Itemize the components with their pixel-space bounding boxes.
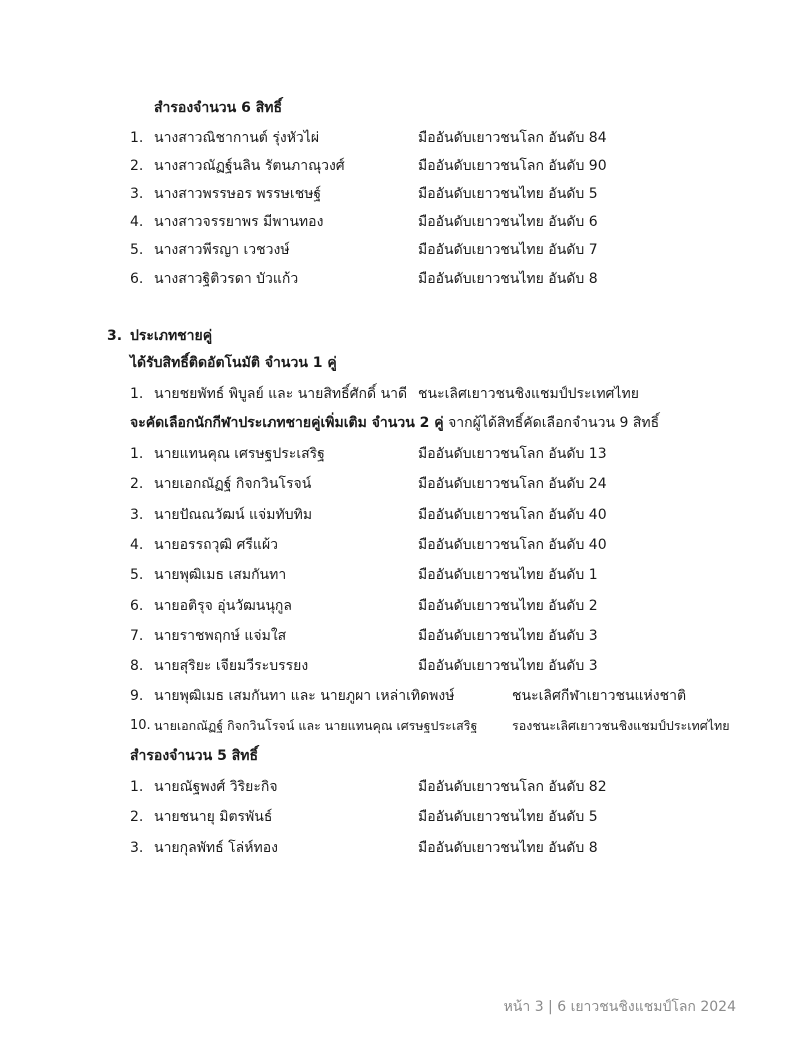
- page-footer: หน้า 3 | 6 เยาวชนชิงแชมป์โลก 2024: [503, 999, 736, 1015]
- player-rank: มืออันดับเยาวชนไทย อันดับ 3: [418, 628, 598, 644]
- item-number: 2.: [130, 809, 144, 825]
- player-rank: มืออันดับเยาวชนไทย อันดับ 7: [418, 242, 598, 258]
- selection-heading: [130, 414, 659, 432]
- player-rank: มืออันดับเยาวชนไทย อันดับ 5: [418, 809, 598, 825]
- player-rank: มืออันดับเยาวชนโลก อันดับ 90: [418, 158, 607, 174]
- item-number: 2.: [130, 158, 144, 174]
- player-name: นางสาวพรรษอร พรรษเชษฐ์: [154, 186, 322, 202]
- player-name: นายสุริยะ เจียมวีระบรรยง: [154, 658, 309, 674]
- player-name: นายพุฒิเมธ เสมกันทา และ นายภูผา เหล่าเทิดพงษ์: [154, 688, 455, 704]
- player-rank: มืออันดับเยาวชนไทย อันดับ 5: [418, 186, 598, 202]
- item-number: 8.: [130, 658, 144, 674]
- player-name: นางสาวณัฏฐ์นลิน รัตนภาณุวงศ์: [154, 158, 345, 174]
- selection-heading-note: จากผู้ได้สิทธิ์คัดเลือกจำนวน 9 สิทธิ์: [443, 415, 660, 431]
- reserve-men-heading: สำรองจำนวน 5 สิทธิ์: [130, 748, 259, 764]
- item-number: 2.: [130, 476, 144, 492]
- selection-heading-bold: จะคัดเลือกนักกีฬาประเภทชายคู่เพิ่มเติม จำนวน 2 คู่: [130, 415, 444, 431]
- item-number: 6.: [130, 598, 144, 614]
- player-rank: มืออันดับเยาวชนโลก อันดับ 24: [418, 476, 607, 492]
- player-rank: มืออันดับเยาวชนโลก อันดับ 13: [418, 446, 607, 462]
- player-name: นายพุฒิเมธ เสมกันทา: [154, 567, 287, 583]
- player-name: นายอติรุจ อุ่นวัฒนนุกูล: [154, 598, 292, 614]
- item-number: 7.: [130, 628, 144, 644]
- player-name: นายชนายุ มิตรพันธ์: [154, 809, 273, 825]
- item-number: 1.: [130, 779, 144, 795]
- section-number: 3.: [107, 328, 123, 344]
- item-number: 6.: [130, 271, 144, 287]
- player-name: นางสาวฐิติวรดา บัวแก้ว: [154, 271, 299, 287]
- player-name: นายเอกณัฏฐ์ กิจกวินโรจน์ และ นายแทนคุณ เศรษฐประเสริฐ: [154, 718, 478, 733]
- auto-qualified-heading: ได้รับสิทธิ์ติดอัตโนมัติ จำนวน 1 คู่: [130, 355, 337, 371]
- item-number: 5.: [130, 567, 144, 583]
- player-rank: รองชนะเลิศเยาวชนชิงแชมป์ประเทศไทย: [512, 718, 730, 733]
- player-rank: มืออันดับเยาวชนไทย อันดับ 3: [418, 658, 598, 674]
- item-number: 3.: [130, 186, 144, 202]
- player-name: นายชยพัทธ์ พิบูลย์ และ นายสิทธิ์ศักดิ์ นาดี: [154, 386, 408, 402]
- player-rank: มืออันดับเยาวชนไทย อันดับ 1: [418, 567, 598, 583]
- player-name: นายราชพฤกษ์ แจ่มใส: [154, 628, 287, 644]
- item-number: 5.: [130, 242, 144, 258]
- player-name: นายปัณณวัฒน์ แจ่มทับทิม: [154, 507, 313, 523]
- item-number: 9.: [130, 688, 144, 704]
- player-rank: มืออันดับเยาวชนโลก อันดับ 40: [418, 537, 607, 553]
- player-name: นายอรรถวุฒิ ศรีแผ้ว: [154, 537, 279, 553]
- player-name: นายณัฐพงศ์ วิริยะกิจ: [154, 779, 278, 795]
- item-number: 10.: [130, 718, 151, 733]
- item-number: 4.: [130, 537, 144, 553]
- item-number: 3.: [130, 507, 144, 523]
- reserve-women-heading: สำรองจำนวน 6 สิทธิ์: [154, 100, 283, 116]
- player-rank: ชนะเลิศเยาวชนชิงแชมป์ประเทศไทย: [418, 386, 639, 402]
- player-rank: มืออันดับเยาวชนโลก อันดับ 82: [418, 779, 607, 795]
- player-name: นางสาวพีรญา เวชวงษ์: [154, 242, 290, 258]
- player-rank: มืออันดับเยาวชนไทย อันดับ 2: [418, 598, 598, 614]
- player-name: นายกุลพัทธ์ โล่ห์ทอง: [154, 840, 278, 856]
- player-name: นายเอกณัฏฐ์ กิจกวินโรจน์: [154, 476, 312, 492]
- player-rank: มืออันดับเยาวชนไทย อันดับ 8: [418, 271, 598, 287]
- item-number: 1.: [130, 446, 144, 462]
- player-rank: มืออันดับเยาวชนโลก อันดับ 40: [418, 507, 607, 523]
- player-name: นางสาวณิชากานต์ รุ่งหัวไผ่: [154, 130, 320, 146]
- item-number: 1.: [130, 386, 144, 402]
- player-name: นายแทนคุณ เศรษฐประเสริฐ: [154, 446, 325, 462]
- player-rank: มืออันดับเยาวชนไทย อันดับ 6: [418, 214, 598, 230]
- section-title: ประเภทชายคู่: [130, 328, 213, 344]
- item-number: 3.: [130, 840, 144, 856]
- item-number: 1.: [130, 130, 144, 146]
- player-rank: มืออันดับเยาวชนไทย อันดับ 8: [418, 840, 598, 856]
- item-number: 4.: [130, 214, 144, 230]
- player-rank: ชนะเลิศกีฬาเยาวชนแห่งชาติ: [512, 688, 687, 704]
- player-name: นางสาวจรรยาพร มีพานทอง: [154, 214, 324, 230]
- player-rank: มืออันดับเยาวชนโลก อันดับ 84: [418, 130, 607, 146]
